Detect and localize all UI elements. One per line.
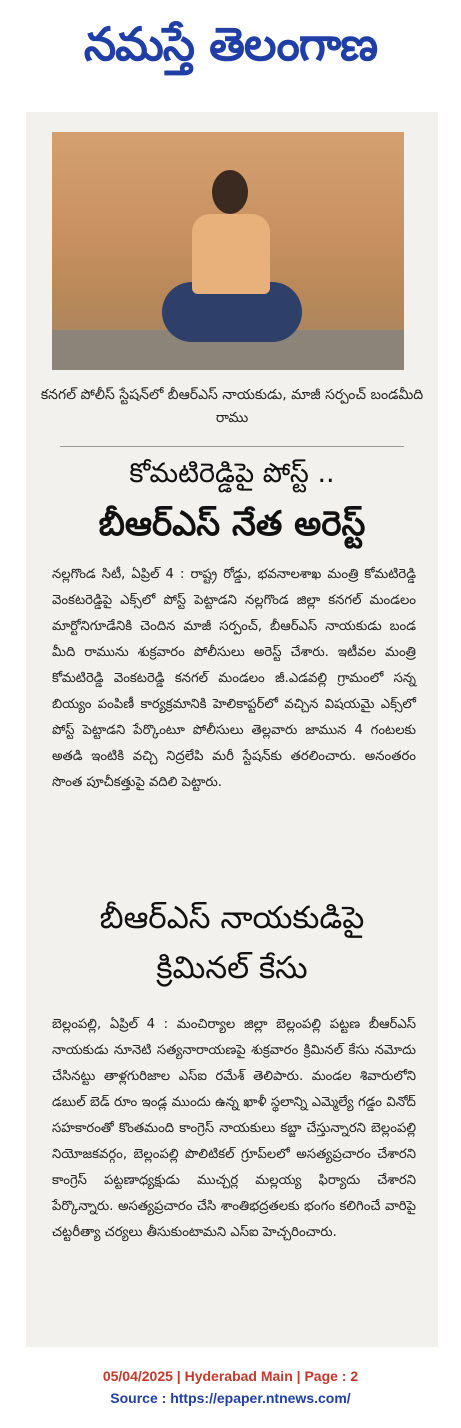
- photo-caption: కనగల్ పోలీస్ స్టేషన్‌లో బీఆర్ఎస్ నాయకుడు, మాజీ సర్పంచ్ బండమీది రాము: [40, 387, 424, 426]
- divider: [60, 446, 404, 447]
- story2-headline-line1: బీఆర్ఎస్ నాయకుడిపై: [99, 900, 365, 936]
- story2-headline-line2: క్రిమినల్ కేసు: [156, 950, 308, 986]
- edition-line: 05/04/2025 | Hyderabad Main | Page : 2: [102, 1368, 359, 1384]
- news-photo: [52, 132, 404, 370]
- story2-body: బెల్లంపల్లి, ఏప్రిల్ 4 : మంచిర్యాల జిల్లా బెల్లంపల్లి పట్టణ బీఆర్ఎస్ నాయకుడు నూనెటి సత్యనారాయణపై శుక్రవారం క్రిమినల్ కేసు నమోదు చేసినట్టు తాళ్లగురిజాల ఎస్ఐ రమేశ్ తెలిపారు. మండల శివారులోని డబుల్ బెడ్ రూం ఇండ్ల ముందు ఉన్న ఖాళీ స్థలాన్ని ఎమ్మెల్యే గడ్డం వినోద్ సహకారంతో కొంతమంది కాంగ్రెస్ నాయకులు కబ్జా చేస్తున్నారని బెల్లంపల్లి నియోజకవర్గం, బెల్లంపల్లి పొలిటికల్ గ్రూప్‌లలో అసత్యప్రచారం చేశారని కాంగ్రెస్ పట్టణాధ్యక్షుడు ముచ్చర్ల మల్లయ్య ఫిర్యాదు చేశారని పేర్కొన్నారు. అసత్యప్రచారం చేసి శాంతిభద్రతలకు భంగం కలిగించే వారిపై చట్టరీత్యా చర్యలు తీసుకుంటామని ఎస్ఐ హెచ్చరించారు.: [52, 1017, 416, 1240]
- masthead: [0, 0, 461, 100]
- source-link[interactable]: Source : https://epaper.ntnews.com/: [110, 1390, 351, 1406]
- story1-headline-top: కోమటిరెడ్డిపై పోస్ట్ ..: [129, 458, 335, 489]
- news-clipping: [26, 112, 438, 1347]
- photo-figure-body: [192, 214, 270, 294]
- story1-body: నల్లగొండ సిటీ, ఏప్రిల్ 4 : రాష్ట్ర రోడ్డు, భవనాలశాఖ మంత్రి కోమటిరెడ్డి వెంకటరెడ్డిపై ఎక్స్‌లో పోస్ట్ పెట్టాడని నల్లగొండ జిల్లా కనగల్ మండలం మార్టోనిగూడేనికి చెందిన మాజీ సర్పంచ్, బీఆర్ఎస్ నాయకుడు బండ మీది రామును శుక్రవారం పోలీసులు అరెస్ట్ చేశారు. ఇటీవల మంత్రి కోమటిరెడ్డి వెంకటరెడ్డి కనగల్ మండలం జీ.ఎడవల్లి గ్రామంలో సన్న బియ్యం పంపిణీ కార్యక్రమానికి హెలికాప్టర్‌లో వచ్చిన విషయమై ఎక్స్‌లో పోస్ట్ పెట్టాడని పేర్కొంటూ పోలీసులు తెల్లవారు జామున 4 గంటలకు అతడి ఇంటికి వచ్చి నిద్రలేపి మరీ స్టేషన్‌కు తరలించారు. అనంతరం సొంత పూచీకత్తుపై వదిలి పెట్టారు.: [52, 567, 416, 790]
- story1-headline: బీఆర్ఎస్ నేత అరెస్ట్: [98, 504, 366, 544]
- photo-figure-head: [212, 170, 248, 214]
- masthead-title: నమస్తే తెలంగాణ: [83, 17, 378, 71]
